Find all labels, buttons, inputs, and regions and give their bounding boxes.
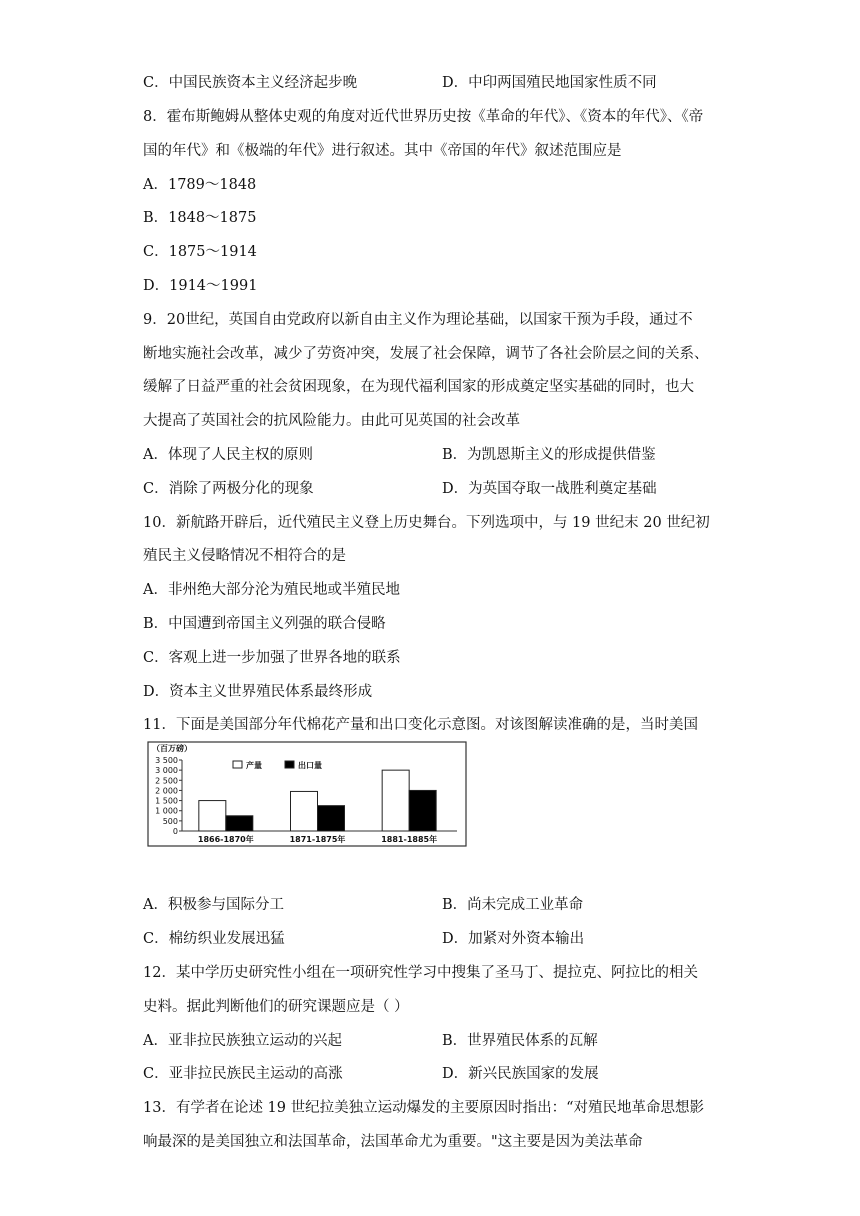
q9-stem-line-4: 大提高了英国社会的抗风险能力。由此可见英国的社会改革 — [143, 413, 520, 429]
q10-stem-line-1: 10．新航路开辟后，近代殖民主义登上历史舞台。下列选项中，与 19 世纪末 20 世纪初 — [143, 515, 710, 531]
q8-option-b: B．1848～1875 — [143, 210, 257, 226]
q12-stem-line-1: 12．某中学历史研究性小组在一项研究性学习中搜集了圣马丁、提拉克、阿拉比的相关 — [143, 965, 698, 981]
bar-export — [409, 790, 436, 831]
bar-export — [318, 806, 345, 831]
q10-option-c: C．客观上进一步加强了世界各地的联系 — [143, 650, 401, 666]
y-tick-label: 500 — [162, 816, 178, 826]
q12-option-a: A．亚非拉民族独立运动的兴起 — [143, 1033, 342, 1049]
bar-production — [291, 791, 318, 831]
q12-option-d: D．新兴民族国家的发展 — [442, 1066, 599, 1082]
chart-legend — [233, 760, 322, 770]
q11-option-d: D．加紧对外资本输出 — [442, 931, 585, 947]
q7-option-d: D．中印两国殖民地国家性质不同 — [442, 75, 657, 91]
q10-option-d: D．资本主义世界殖民体系最终形成 — [143, 684, 373, 700]
legend-swatch — [233, 761, 242, 768]
y-tick-label: 1 500 — [155, 796, 178, 806]
bar-production — [199, 801, 226, 831]
y-tick-label: 2 500 — [155, 776, 178, 786]
q12-option-b: B．世界殖民体系的瓦解 — [442, 1033, 598, 1049]
q9-stem-line-3: 缓解了日益严重的社会贫困现象，在为现代福利国家的形成奠定坚实基础的同时，也大 — [143, 379, 694, 395]
bar-export — [226, 816, 253, 831]
q11-stem-line-1: 11．下面是美国部分年代棉花产量和出口变化示意图。对该图解读准确的是，当时美国 — [143, 717, 698, 733]
q12-option-c: C．亚非拉民族民主运动的高涨 — [143, 1066, 343, 1082]
q9-option-a: A．体现了人民主权的原则 — [143, 447, 313, 463]
cotton-chart-svg — [145, 740, 470, 852]
cotton-chart — [145, 740, 470, 852]
q9-stem-line-2: 断地实施社会改革，减少了劳资冲突，发展了社会保障，调节了各社会阶层之间的关系、 — [143, 346, 709, 362]
q8-stem-line-2: 国的年代》和《极端的年代》进行叙述。其中《帝国的年代》叙述范围应是 — [143, 143, 622, 159]
x-tick-label: 1881-1885年 — [381, 835, 438, 844]
bar-production — [382, 770, 409, 831]
q10-option-a: A．非州绝大部分沦为殖民地或半殖民地 — [143, 582, 400, 598]
q12-stem-line-2: 史料。据此判断他们的研究课题应是（ ） — [143, 999, 409, 1015]
y-tick-label: 0 — [172, 827, 178, 836]
legend-label: 出口量 — [298, 761, 322, 770]
x-tick-label: 1866-1870年 — [197, 835, 254, 844]
y-tick-label: 1 000 — [155, 806, 178, 816]
q9-option-d: D．为英国夺取一战胜利奠定基础 — [442, 481, 657, 497]
q11-option-c: C．棉纺织业发展迅猛 — [143, 931, 285, 947]
x-tick-label: 1871-1875年 — [289, 835, 346, 844]
q10-option-b: B．中国遭到帝国主义列强的联合侵略 — [143, 616, 386, 632]
y-tick-label: 3 500 — [155, 756, 178, 765]
q7-option-c: C．中国民族资本主义经济起步晚 — [143, 75, 358, 91]
q11-option-a: A．积极参与国际分工 — [143, 897, 284, 913]
q8-stem-line-1: 8．霍布斯鲍姆从整体史观的角度对近代世界历史按《革命的年代》、《资本的年代》、《帝 — [143, 109, 704, 125]
chart-x-labels — [198, 834, 437, 844]
q9-stem-line-1: 9．20世纪，英国自由党政府以新自由主义作为理论基础，以国家干预为手段，通过不 — [143, 312, 693, 328]
legend-label: 产量 — [246, 761, 262, 770]
q9-option-b: B．为凯恩斯主义的形成提供借鉴 — [442, 447, 656, 463]
q9-option-c: C．消除了两极分化的现象 — [143, 481, 314, 497]
legend-swatch — [285, 761, 294, 768]
q13-stem-line-2: 响最深的是美国独立和法国革命，法国革命尤为重要。"这主要是因为美法革命 — [143, 1134, 643, 1150]
chart-unit-label: （百万磅） — [152, 744, 192, 753]
q8-option-a: A．1789～1848 — [143, 177, 257, 193]
y-tick-label: 3 000 — [155, 766, 178, 776]
q8-option-c: C．1875～1914 — [143, 244, 257, 260]
y-tick-label: 2 000 — [155, 786, 178, 796]
chart-bars — [199, 770, 436, 831]
q13-stem-line-1: 13．有学者在论述 19 世纪拉美独立运动爆发的主要原因时指出：“对殖民地革命思想影 — [143, 1100, 705, 1116]
q8-option-d: D．1914～1991 — [143, 278, 258, 294]
q11-option-b: B．尚未完成工业革命 — [442, 897, 584, 913]
q10-stem-line-2: 殖民主义侵略情况不相符合的是 — [143, 548, 346, 564]
